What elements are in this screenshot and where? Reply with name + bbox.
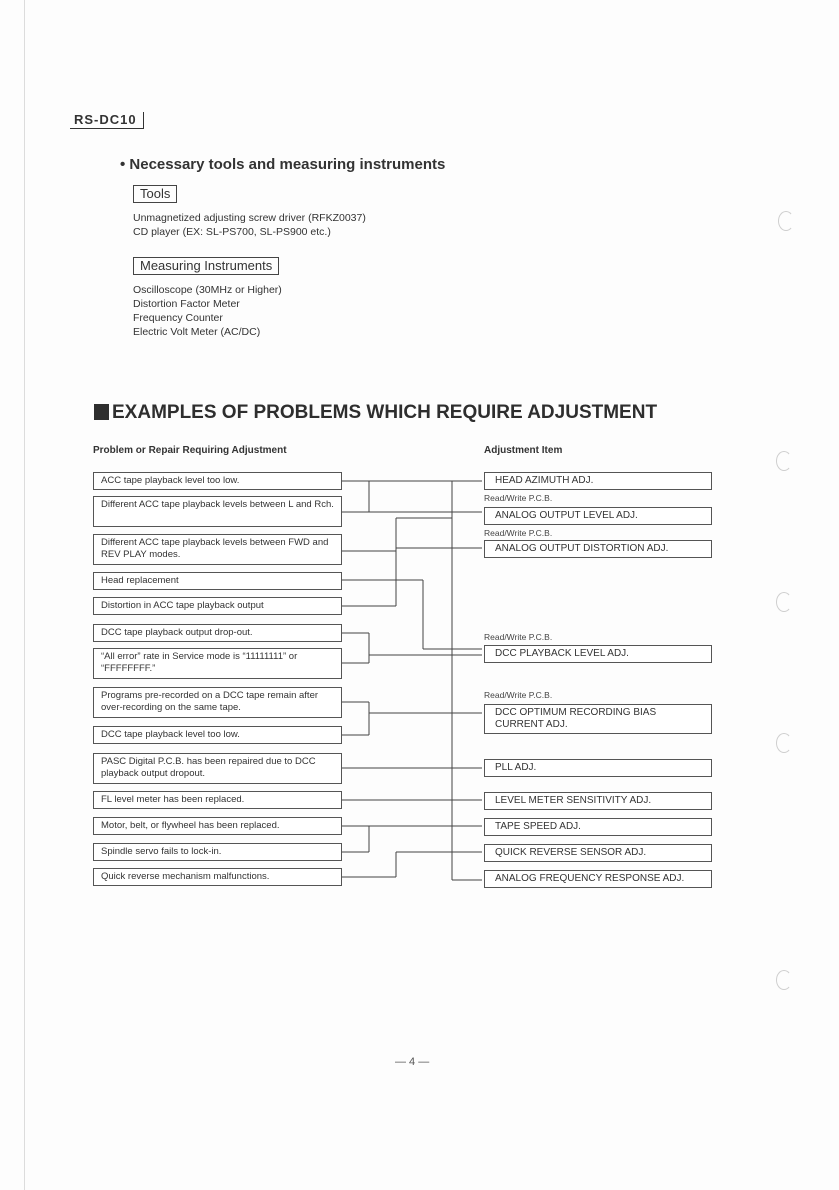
problem-item: Quick reverse mechanism malfunctions. [93, 868, 342, 886]
instruments-label: Measuring Instruments [133, 257, 279, 275]
adjustment-item: ANALOG OUTPUT DISTORTION ADJ. [484, 540, 712, 558]
board-label: Read/Write P.C.B. [484, 632, 553, 642]
adjustment-item: ANALOG OUTPUT LEVEL ADJ. [484, 507, 712, 525]
adjustment-column-header: Adjustment Item [484, 445, 563, 456]
adjustment-item: DCC PLAYBACK LEVEL ADJ. [484, 645, 712, 663]
examples-title-text: EXAMPLES OF PROBLEMS WHICH REQUIRE ADJUSTMENT [112, 402, 658, 423]
problem-item: DCC tape playback level too low. [93, 726, 342, 744]
problem-item: Different ACC tape playback levels between L and Rch. [93, 496, 342, 527]
problem-item: Distortion in ACC tape playback output [93, 597, 342, 615]
tools-label: Tools [133, 185, 177, 203]
problem-item: PASC Digital P.C.B. has been repaired due to DCC playback output dropout. [93, 753, 342, 784]
adjustment-item: PLL ADJ. [484, 759, 712, 777]
adjustment-item: DCC OPTIMUM RECORDING BIAS CURRENT ADJ. [484, 704, 712, 734]
page-number: — 4 — [395, 1056, 430, 1068]
problem-item: Programs pre-recorded on a DCC tape remain after over-recording on the same tape. [93, 687, 342, 718]
tools-item: CD player (EX: SL-PS700, SL-PS900 etc.) [133, 226, 331, 238]
board-label: Read/Write P.C.B. [484, 493, 553, 503]
adjustment-item: ANALOG FREQUENCY RESPONSE ADJ. [484, 870, 712, 888]
problem-item: Motor, belt, or flywheel has been replaced. [93, 817, 342, 835]
model-number: RS-DC10 [70, 112, 144, 129]
problem-item: FL level meter has been replaced. [93, 791, 342, 809]
tools-item: Unmagnetized adjusting screw driver (RFKZ0037) [133, 212, 366, 224]
problem-item: Head replacement [93, 572, 342, 590]
adjustment-item: LEVEL METER SENSITIVITY ADJ. [484, 792, 712, 810]
instruments-item: Oscilloscope (30MHz or Higher) [133, 284, 282, 296]
problem-item: ACC tape playback level too low. [93, 472, 342, 490]
adjustment-item: HEAD AZIMUTH ADJ. [484, 472, 712, 490]
instruments-item: Electric Volt Meter (AC/DC) [133, 326, 261, 338]
problem-column-header: Problem or Repair Requiring Adjustment [93, 445, 287, 456]
instruments-item: Frequency Counter [133, 312, 223, 324]
tools-section-title: • Necessary tools and measuring instruments [120, 156, 446, 173]
instruments-item: Distortion Factor Meter [133, 298, 240, 310]
board-label: Read/Write P.C.B. [484, 690, 553, 700]
adjustment-item: TAPE SPEED ADJ. [484, 818, 712, 836]
problem-item: Spindle servo fails to lock-in. [93, 843, 342, 861]
board-label: Read/Write P.C.B. [484, 528, 553, 538]
adjustment-item: QUICK REVERSE SENSOR ADJ. [484, 844, 712, 862]
problem-item: DCC tape playback output drop-out. [93, 624, 342, 642]
problem-item: “All error” rate in Service mode is “11111111” or “FFFFFFFF.” [93, 648, 342, 679]
problem-item: Different ACC tape playback levels between FWD and REV PLAY modes. [93, 534, 342, 565]
